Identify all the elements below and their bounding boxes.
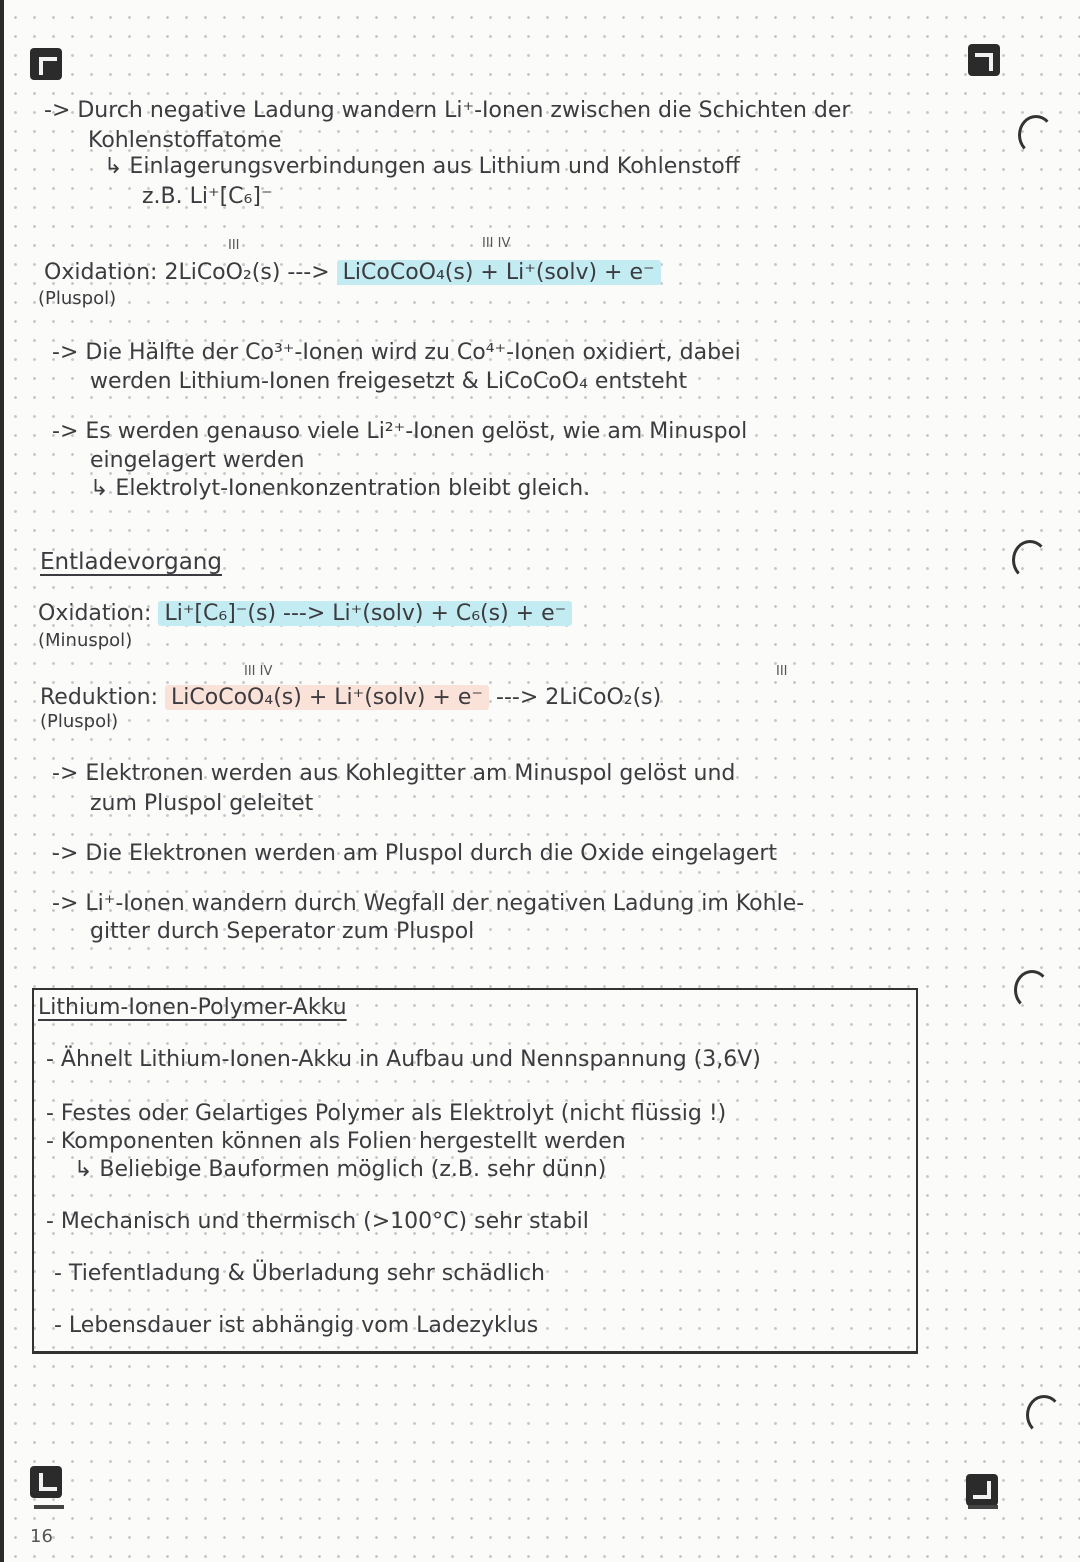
electron-storage-note: -> Die Elektronen werden am Pluspol durch die Oxide eingelagert [52,841,778,866]
polymer-item-foils: - Komponenten können als Folien hergestellt werden [46,1129,626,1154]
binder-ring-2-icon [1012,540,1048,580]
ion-balance-note-line-1: -> Es werden genauso viele Li²⁺-Ionen gelöst, wie am Minuspol [52,419,748,444]
bottom-left-tick [34,1505,64,1509]
polymer-item-electrolyte: - Festes oder Gelartiges Polymer als Elektrolyt (nicht flüssig !) [46,1101,727,1126]
reduction-label: Reduktion: [40,685,159,710]
polymer-item-lifetime: - Lebensdauer ist abhängig vom Ladezyklus [54,1313,539,1338]
reduction-pole-pluspol: (Pluspol) [40,711,119,732]
polymer-battery-box [32,988,918,1354]
electron-flow-note-line-1: -> Elektronen werden aus Kohlegitter am Minuspol gelöst und [52,761,736,786]
page-number: 16 [30,1526,53,1547]
polymer-item-deep-discharge: - Tiefentladung & Überladung sehr schädlich [54,1261,545,1286]
discharge-reduction-equation [40,684,661,712]
reduction-oxidation-state-marker-1: III IV [244,664,273,679]
polymer-item-stability: - Mechanisch und thermisch (>100°C) sehr stabil [46,1209,589,1234]
polymer-box-title: Lithium-Ionen-Polymer-Akku [38,995,347,1020]
oxidation-state-marker-1: III [228,238,240,253]
electron-flow-note-line-2: zum Pluspol geleitet [90,791,314,816]
discharge-oxidation-equation [38,600,572,628]
binder-ring-4-icon [1026,1395,1062,1435]
binder-ring-1-icon [1018,115,1054,155]
oxidation-label: Oxidation: [44,260,158,285]
corner-mark-bottom-left-icon [30,1466,62,1498]
cobalt-oxidation-note-line-2: werden Lithium-Ionen freigesetzt & LiCoCoO₄ entsteht [90,369,688,394]
discharge-oxidation-pole: (Minuspol) [38,630,133,651]
polymer-item-voltage: - Ähnelt Lithium-Ionen-Akku in Aufbau und Nennspannung (3,6V) [46,1047,761,1072]
oxidation-pole-pluspol: (Pluspol) [38,288,117,309]
discharge-oxidation-label: Oxidation: [38,601,152,626]
bottom-right-tick [968,1505,998,1509]
page-edge [0,0,4,1562]
oxidation-lhs: 2LiCoO₂(s) ---> [164,260,330,285]
oxidation-rhs-highlight: LiCoCoO₄(s) + Li⁺(solv) + e⁻ [337,260,661,285]
oxidation-state-marker-2: III IV [482,236,511,251]
charging-oxidation-equation [44,259,661,287]
discharge-heading: Entladevorgang [40,549,222,575]
intercalation-note-line-2: Kohlenstoffatome [88,128,282,153]
cobalt-oxidation-note-line-1: -> Die Hälfte der Co³⁺-Ionen wird zu Co⁴⁺-Ionen oxidiert, dabei [52,340,741,365]
binder-ring-3-icon [1014,970,1050,1010]
polymer-item-forms: ↳ Beliebige Bauformen möglich (z.B. sehr dünn) [74,1157,607,1182]
corner-mark-top-right-icon [968,44,1000,76]
reduction-rhs: ---> 2LiCoO₂(s) [496,685,662,710]
intercalation-note-line-1: -> Durch negative Ladung wandern Li⁺-Ionen zwischen die Schichten der [44,98,851,123]
reduction-eq-highlight: LiCoCoO₄(s) + Li⁺(solv) + e⁻ [165,685,489,710]
corner-mark-bottom-right-icon [966,1474,998,1506]
reduction-oxidation-state-marker-2: III [776,664,788,679]
lithium-migration-note-line-2: gitter durch Seperator zum Pluspol [90,919,475,944]
ion-balance-note-line-3: ↳ Elektrolyt-Ionenkonzentration bleibt gleich. [90,476,591,501]
intercalation-example: z.B. Li⁺[C₆]⁻ [142,184,273,209]
corner-mark-top-left-icon [30,48,62,80]
lithium-migration-note-line-1: -> Li⁺-Ionen wandern durch Wegfall der negativen Ladung im Kohle- [52,891,805,916]
intercalation-compounds-note: ↳ Einlagerungsverbindungen aus Lithium und Kohlenstoff [104,154,740,179]
discharge-oxidation-eq-highlight: Li⁺[C₆]⁻(s) ---> Li⁺(solv) + C₆(s) + e⁻ [158,601,572,626]
ion-balance-note-line-2: eingelagert werden [90,448,305,473]
